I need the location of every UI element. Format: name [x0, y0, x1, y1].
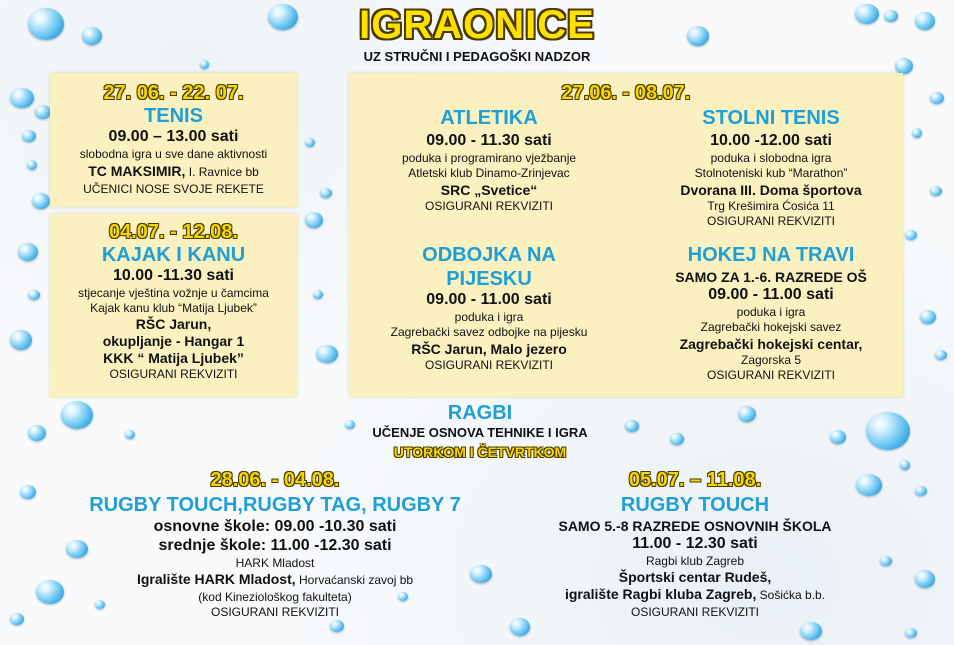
- odbojka-title-line2: PIJESKU: [446, 268, 532, 290]
- stolni-time: 10.00 -12.00 sati: [710, 132, 832, 149]
- rugby-right-grades: SAMO 5.-8 RAZREDE OSNOVNIH ŠKOLA: [558, 518, 832, 534]
- rugby-right-field-address: Sošićka b.b.: [756, 588, 826, 602]
- hokej-grades: SAMO ZA 1.-6. RAZREDE OŠ: [675, 269, 867, 285]
- atletika-desc: poduka i programirano vježbanje: [401, 151, 577, 165]
- odbojka-title-line1: ODBOJKA NA: [422, 244, 556, 266]
- tenis-venue-name: TC MAKSIMIR,: [88, 163, 186, 179]
- tenis-title: TENIS: [144, 105, 203, 127]
- rugby-left-venue-address: Horvaćanski zavoj bb: [295, 573, 414, 587]
- kajak-note: OSIGURANI REKVIZITI: [109, 367, 238, 381]
- odbojka-note: OSIGURANI REKVIZITI: [424, 358, 553, 372]
- hokej-title: HOKEJ NA TRAVI: [687, 244, 855, 266]
- odbojka-venue: RŠC Jarun, Malo jezero: [411, 341, 567, 357]
- rugby-left-club: HARK Mladost: [235, 556, 315, 570]
- hokej-club: Zagrebački hokejski savez: [700, 320, 842, 334]
- kajak-title: KAJAK I KANU: [101, 244, 246, 266]
- rugby-right-venue: Športski centar Rudeš,: [618, 569, 772, 585]
- page-subtitle: UZ STRUČNI I PEDAGOŠKI NADZOR: [363, 49, 591, 64]
- rugby-right-field-name: igralište Ragbi kluba Zagreb,: [564, 586, 757, 602]
- atletika-venue: SRC „Svetice“: [440, 182, 538, 198]
- rugby-left-section: [20, 470, 530, 618]
- rugby-right-date: 05.07. – 11.08.: [628, 469, 762, 491]
- center-date: 27.06. - 08.07.: [561, 82, 691, 104]
- stolni-club: Stolnoteniski kub “Marathon”: [694, 166, 848, 180]
- kajak-time: 10.00 -11.30 sati: [113, 267, 234, 284]
- rugby-left-time-secondary: srednje škole: 11.00 -12.30 sati: [158, 537, 392, 554]
- kajak-date: 04.07. - 12.08.: [109, 221, 238, 243]
- tenis-desc: slobodna igra u sve dane aktivnosti: [79, 147, 268, 161]
- kajak-club-name: KKK “ Matija Ljubek”: [103, 350, 244, 366]
- rugby-left-venue-note: (kod Kineziološkog fakulteta): [198, 590, 352, 604]
- atletika-note: OSIGURANI REKVIZITI: [424, 199, 553, 213]
- hokej-desc: poduka i igra: [736, 305, 806, 319]
- stolni-desc: poduka i slobodna igra: [710, 151, 832, 165]
- stolni-title: STOLNI TENIS: [702, 107, 840, 129]
- odbojka-section: [349, 245, 629, 371]
- stolni-address: Trg Krešimira Ćosića 11: [707, 199, 835, 213]
- hokej-time: 09.00 - 11.00 sati: [708, 286, 834, 303]
- tenis-time: 09.00 – 13.00 sati: [108, 128, 239, 145]
- kajak-desc: stjecanje vještina vožnje u čamcima: [78, 286, 269, 300]
- rugby-left-time-primary: osnovne škole: 09.00 -10.30 sati: [153, 518, 397, 535]
- kajak-club: Kajak kanu klub “Matija Ljubek”: [90, 301, 257, 315]
- rugby-right-note: OSIGURANI REKVIZITI: [630, 605, 759, 619]
- rugby-right-club: Ragbi klub Zagreb: [645, 554, 745, 568]
- stolni-note: OSIGURANI REKVIZITI: [706, 214, 835, 228]
- kajak-venue: RŠC Jarun,: [135, 316, 212, 332]
- atletika-section: [349, 108, 629, 212]
- hokej-venue: Zagrebački hokejski centar,: [679, 336, 863, 352]
- stolni-section: [630, 108, 912, 227]
- rugby-left-date: 28.06. - 04.08.: [210, 469, 340, 491]
- rugby-right-time: 11.00 - 12.30 sati: [632, 535, 758, 552]
- rugby-right-section: [490, 470, 900, 618]
- rugby-left-venue: [20, 572, 530, 588]
- kajak-meeting: okupljanje - Hangar 1: [102, 333, 245, 349]
- atletika-club: Atletski klub Dinamo-Zrinjevac: [408, 166, 570, 180]
- ragbi-desc: UČENJE OSNOVA TEHNIKE I IGRA: [372, 425, 588, 440]
- odbojka-club: Zagrebački savez odbojke na pijesku: [390, 325, 588, 339]
- rugby-left-venue-name: Igralište HARK Mladost,: [136, 571, 296, 587]
- atletika-time: 09.00 - 11.30 sati: [426, 132, 552, 149]
- hokej-section: [630, 245, 912, 381]
- tenis-note: UČENICI NOSE SVOJE REKETE: [83, 182, 264, 196]
- kajak-section: [50, 222, 297, 380]
- rugby-right-field: [490, 587, 900, 603]
- tenis-section: [50, 83, 297, 195]
- stolni-venue: Dvorana III. Doma športova: [680, 182, 862, 198]
- odbojka-time: 09.00 - 11.00 sati: [426, 291, 552, 308]
- atletika-title: ATLETIKA: [440, 107, 538, 129]
- rugby-right-title: RUGBY TOUCH: [620, 494, 770, 516]
- tenis-date: 27. 06. - 22. 07.: [103, 82, 244, 104]
- odbojka-desc: poduka i igra: [454, 310, 524, 324]
- rugby-left-note: OSIGURANI REKVIZITI: [210, 605, 339, 619]
- ragbi-title: RAGBI: [447, 402, 513, 424]
- ragbi-days: UTORKOM I ČETVRTKOM: [393, 444, 567, 460]
- ragbi-section: [280, 403, 680, 459]
- rugby-left-title: RUGBY TOUCH,RUGBY TAG, RUGBY 7: [89, 494, 461, 516]
- tenis-venue: [50, 164, 297, 180]
- page-title: IGRAONICE: [359, 3, 595, 47]
- center-date-block: [349, 83, 903, 103]
- hokej-address: Zagorska 5: [740, 353, 802, 367]
- hokej-note: OSIGURANI REKVIZITI: [706, 368, 835, 382]
- tenis-venue-address: I. Ravnice bb: [185, 165, 259, 179]
